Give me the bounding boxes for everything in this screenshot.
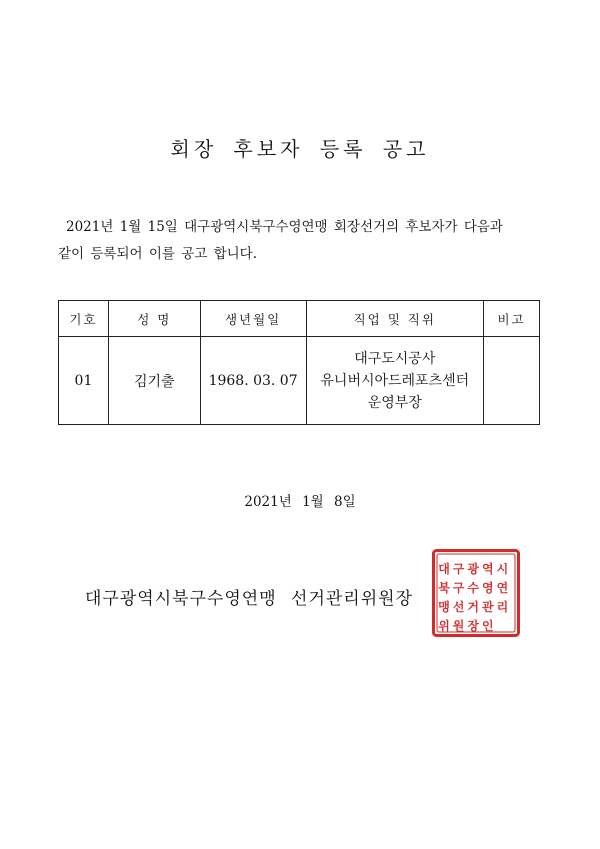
seal-char: 시 [496,562,509,576]
cell-job: 대구도시공사 유니버시아드레포츠센터 운영부장 [306,337,484,425]
seal-char: 연 [496,581,509,595]
seal-char: 맹 [438,600,450,614]
seal-char: 구 [452,562,465,576]
header-note: 비고 [484,301,540,337]
table-header-row [59,301,540,337]
seal-char: 위 [438,619,450,633]
cell-number: 01 [59,337,109,425]
cell-birth: 1968. 03. 07 [200,337,306,425]
seal-char: 북 [438,581,450,595]
notice-intro: 2021년 1월 15일 대구광역시북구수영연맹 회장선거의 후보자가 다음과 같이 등록되어 이를 공고 합니다. [58,219,503,262]
signer-title: 대구광역시북구수영연맹 선거관리위원장 [85,589,413,609]
table-row [59,337,540,425]
notice-title: 회장 후보자 등록 공고 [170,137,430,161]
header-job: 직업 및 직위 [306,301,484,337]
seal-char: 선 [452,600,465,614]
notice-date: 2021년 1월 8일 [244,494,356,510]
seal-char: 수 [467,581,479,595]
candidate-table [58,300,540,425]
seal-char: 관 [482,600,494,614]
seal-char: 영 [482,581,494,595]
seal-char: 원 [452,619,465,633]
cell-note [484,337,540,425]
seal-char: 리 [496,600,509,614]
seal-char: 구 [452,581,465,595]
header-number: 기호 [59,301,109,337]
cell-name: 김기출 [108,337,200,425]
official-seal [432,549,520,637]
seal-char: 거 [467,600,479,614]
seal-char: 인 [482,619,494,633]
seal-char: 광 [467,562,479,576]
seal-char: 대 [438,562,450,576]
header-birth: 생년월일 [200,301,306,337]
seal-char: 역 [482,562,494,576]
seal-char: 장 [467,619,479,633]
header-name: 성 명 [108,301,200,337]
